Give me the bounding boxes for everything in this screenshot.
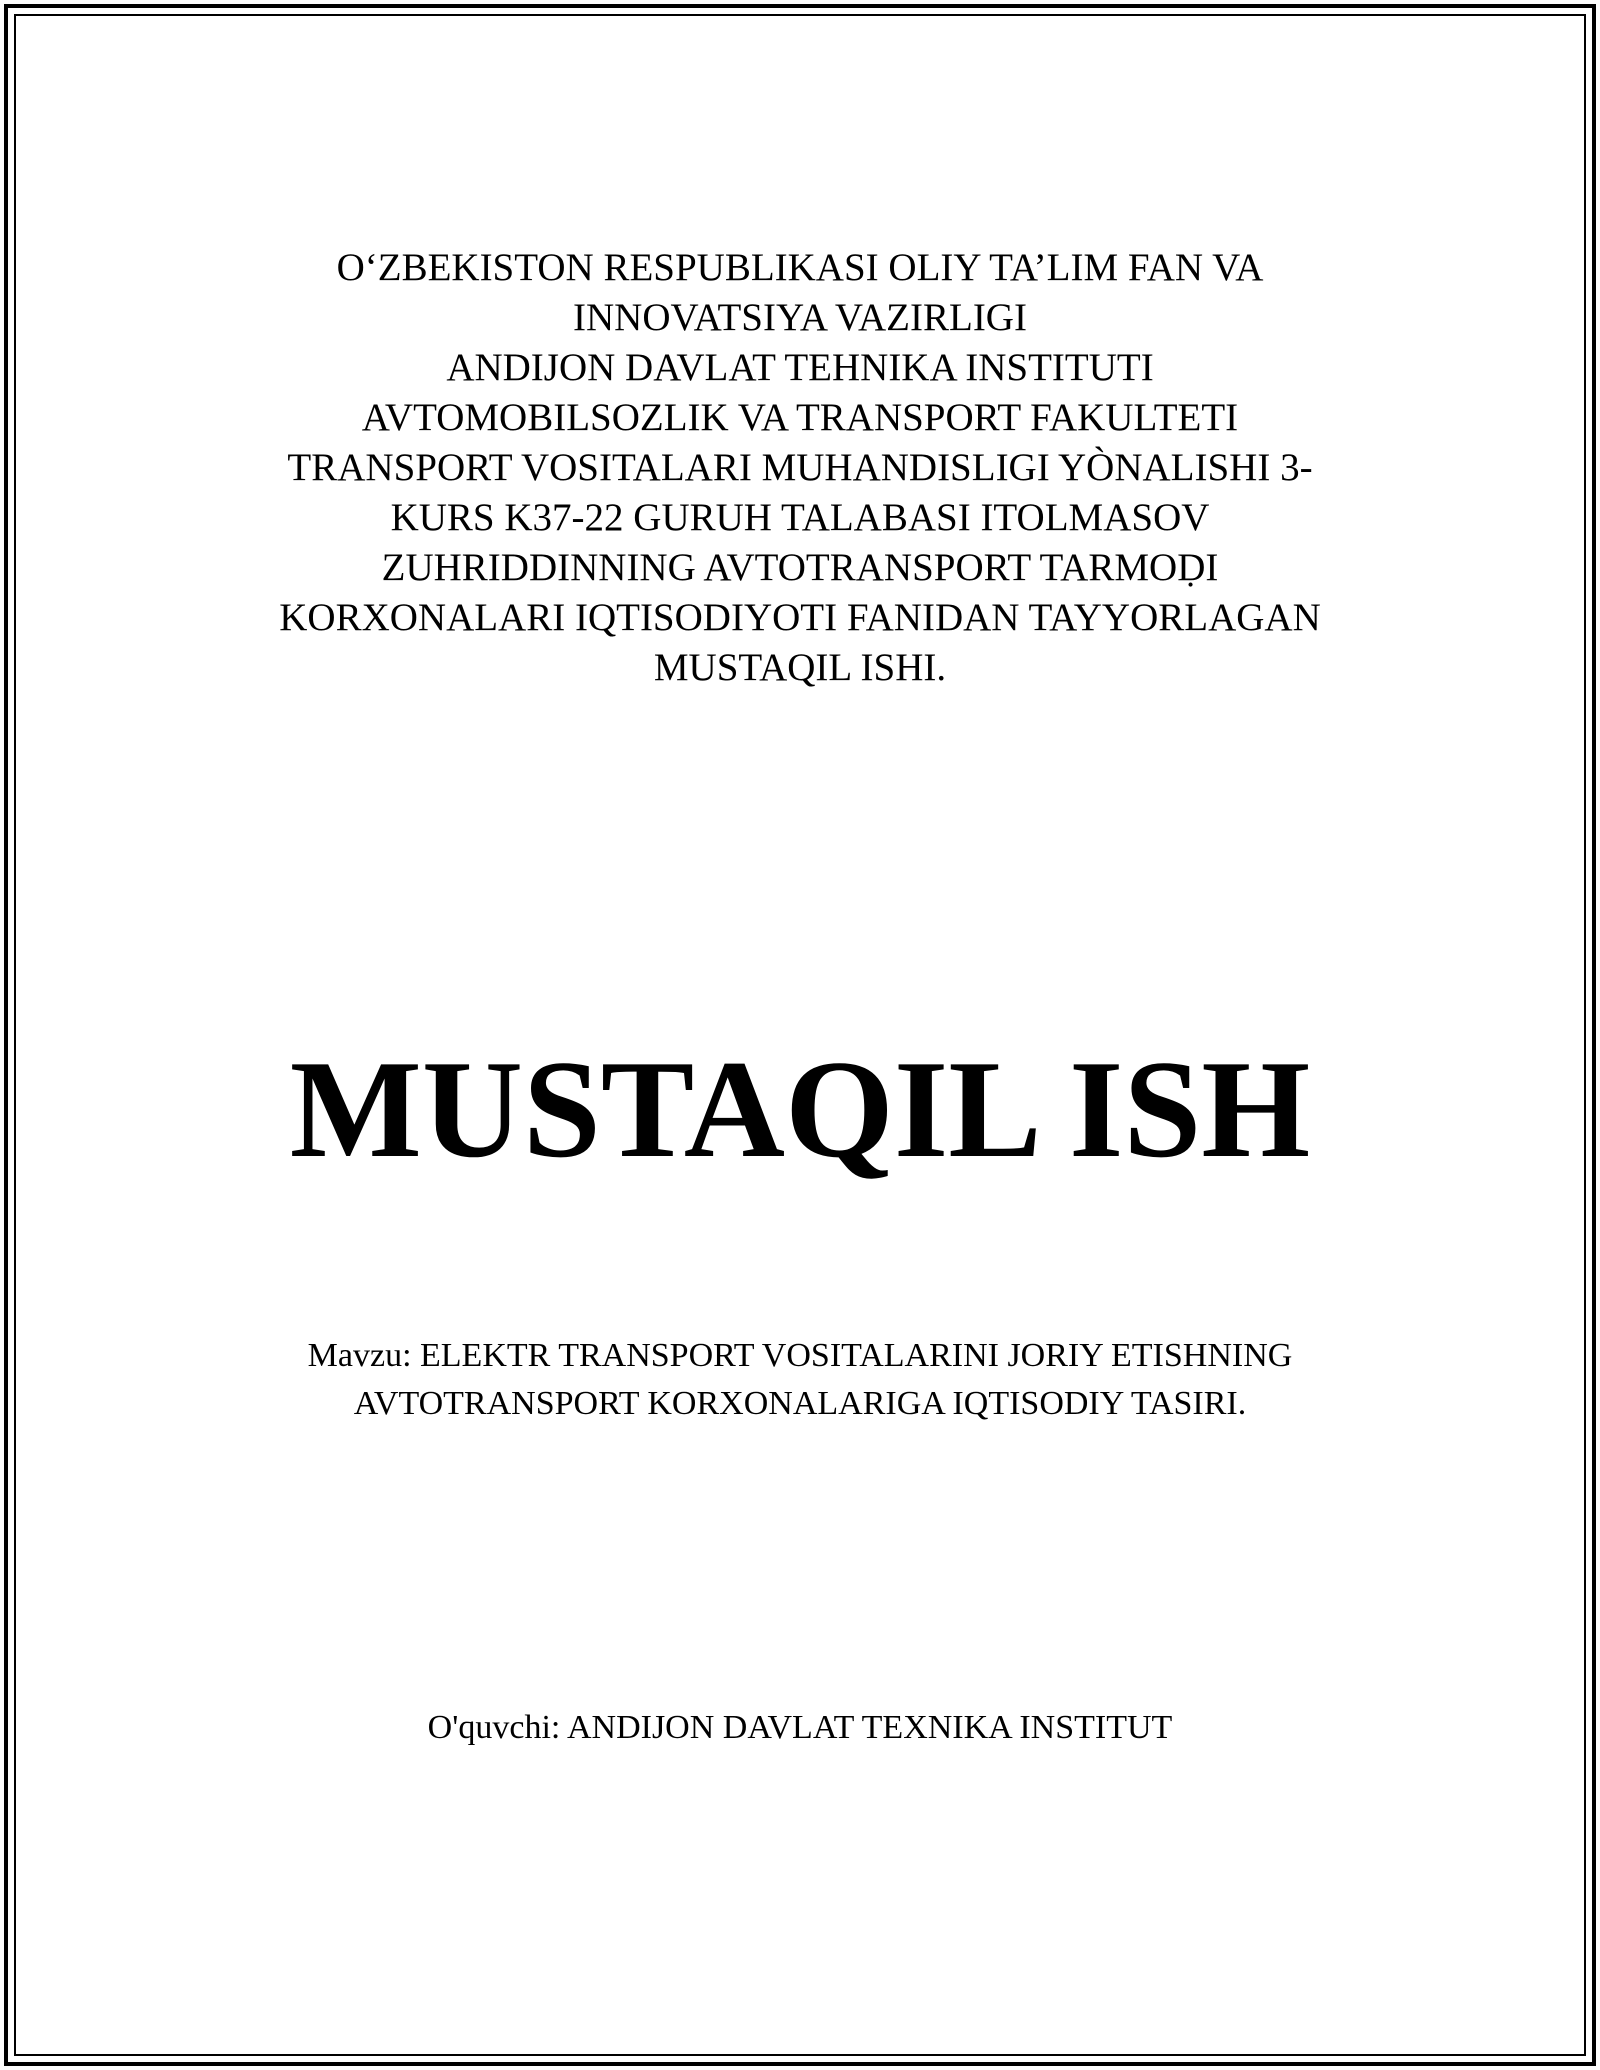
header-line: ZUHRIDDINNING AVTOTRANSPORT TARMOḌI xyxy=(381,546,1219,589)
header-line: TRANSPORT VOSITALARI MUHANDISLIGI YÒNALISHI 3- xyxy=(287,446,1313,489)
header-line: ANDIJON DAVLAT TEHNIKA INSTITUTI xyxy=(446,346,1154,389)
student-line: O'quvchi: ANDIJON DAVLAT TEXNIKA INSTITUT xyxy=(427,1709,1173,1746)
header-line: KURS K37-22 GURUH TALABASI ITOLMASOV xyxy=(390,496,1210,539)
header-line: INNOVATSIYA VAZIRLIGI xyxy=(573,296,1027,339)
topic-block xyxy=(200,1332,1400,1428)
header-line: O‘ZBEKISTON RESPUBLIKASI OLIY TA’LIM FAN VA xyxy=(336,246,1264,289)
header-line: MUSTAQIL ISHI. xyxy=(653,646,947,689)
document-title: MUSTAQIL ISH xyxy=(289,1032,1311,1187)
institution-header xyxy=(200,243,1400,693)
topic-line: AVTOTRANSPORT KORXONALARIGA IQTISODIY TASIRI. xyxy=(353,1385,1247,1422)
header-line: AVTOMOBILSOZLIK VA TRANSPORT FAKULTETI xyxy=(361,396,1239,439)
topic-line: Mavzu: ELEKTR TRANSPORT VOSITALARINI JORIY ETISHNING xyxy=(307,1337,1293,1374)
header-line: KORXONALARI IQTISODIYOTI FANIDAN TAYYORLAGAN xyxy=(279,596,1321,639)
